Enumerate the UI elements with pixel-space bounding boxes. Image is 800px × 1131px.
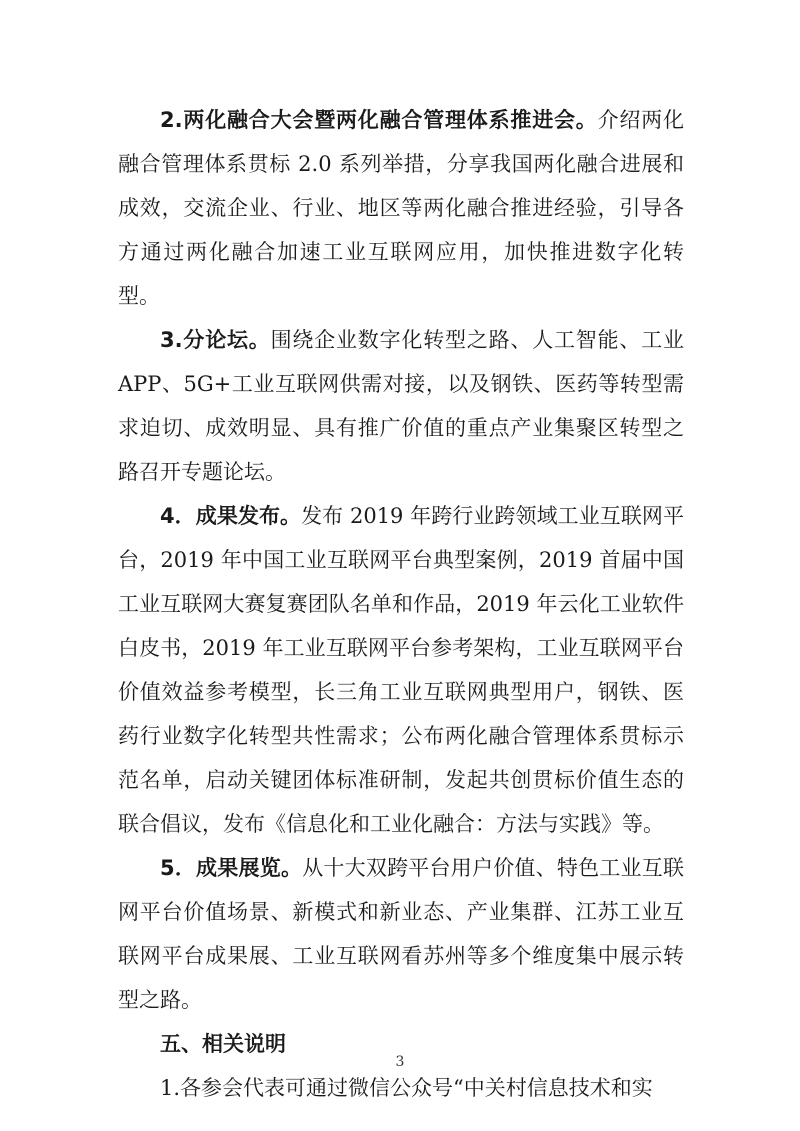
paragraph-instructions: 1.各参会代表可通过微信公众号“中关村信息技术和实 bbox=[160, 1076, 653, 1100]
paragraph-body: 发布 2019 年跨行业跨领域工业互联网平台，2019 年中国工业互联网平台典型案例，2019 首届中国工业互联网大赛复赛团队名单和作品，2019 年云化工业软件白皮书，2019 年工业互联网平台参考架构，工业互联网平台价值效益参考模型，长三角工业互联网典型用户，钢铁、医药行业数字化转型共性需求；公布两化融合管理体系贯标示范名单，启动关键团体标准研制，发起共创贯标价值生态的联合倡议，发布《信息化和工业化融合：方法与实践》等。 bbox=[118, 504, 684, 836]
paragraph-body: 围绕企业数字化转型之路、人工智能、工业 APP、5G+工业互联网供需对接，以及钢铁、医药等转型需求迫切、成效明显、具有推广价值的重点产业集聚区转型之路召开专题论坛。 bbox=[118, 328, 684, 484]
section-heading: 五、相关说明 bbox=[160, 1032, 286, 1056]
paragraph-heading: 2.两化融合大会暨两化融合管理体系推进会。 bbox=[160, 108, 598, 132]
paragraph-heading: 3.分论坛。 bbox=[160, 328, 271, 352]
paragraph-body: 介绍两化融合管理体系贯标 2.0 系列举措，分享我国两化融合进展和成效，交流企业、行业、地区等两化融合推进经验，引导各方通过两化融合加速工业互联网应用，加快推进数字化转型。 bbox=[118, 108, 684, 308]
paragraph-forum bbox=[118, 318, 684, 494]
page-content bbox=[118, 98, 684, 1110]
paragraph-body: 从十大双跨平台用户价值、特色工业互联网平台价值场景、新模式和新业态、产业集群、江苏工业互联网平台成果展、工业互联网看苏州等多个维度集中展示转型之路。 bbox=[118, 856, 684, 1012]
paragraph-release bbox=[118, 494, 684, 846]
paragraph-conference bbox=[118, 98, 684, 318]
paragraph-exhibition bbox=[118, 846, 684, 1022]
paragraph-heading: 4．成果发布。 bbox=[160, 504, 302, 528]
page-number: 3 bbox=[395, 1054, 405, 1070]
paragraph-heading: 5．成果展览。 bbox=[160, 856, 303, 880]
